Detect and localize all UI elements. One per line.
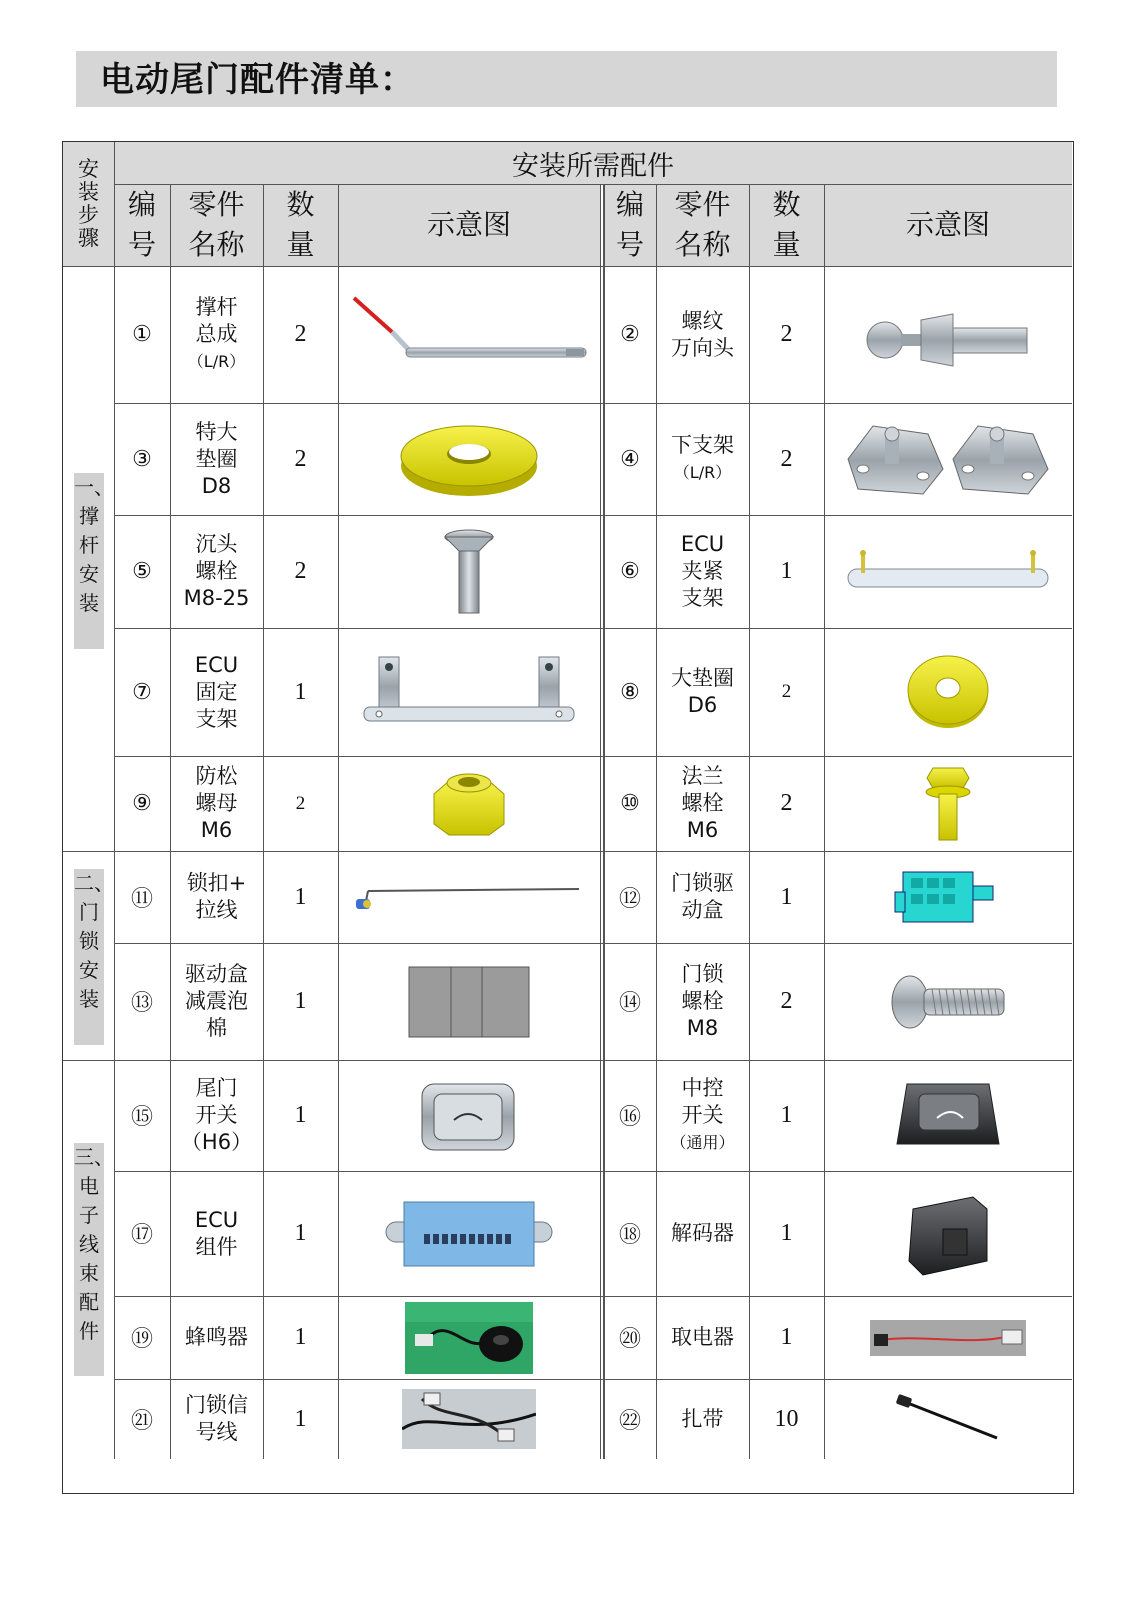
item-number: ⑤ xyxy=(132,559,152,584)
grid-line xyxy=(656,184,657,1459)
right-qty-header-line: 量 xyxy=(772,228,801,261)
latch-cable-image xyxy=(338,851,600,943)
item-number: ⑯ xyxy=(618,1105,641,1130)
right-qty-header-line: 数 xyxy=(772,188,801,221)
item-name xyxy=(656,943,749,1060)
item-name-line: 万向头 xyxy=(671,335,734,360)
item-name-line: 螺栓 xyxy=(681,791,724,815)
item-name-line: 防松 xyxy=(195,764,238,788)
item-quantity: 1 xyxy=(780,558,793,584)
parts-table xyxy=(62,141,1074,1494)
grid-line xyxy=(114,1379,1072,1380)
item-name-line: 解码器 xyxy=(671,1221,734,1245)
item-name xyxy=(656,266,749,403)
item-number: ⑰ xyxy=(130,1223,153,1248)
item-name-line: 拉线 xyxy=(195,898,238,922)
grid-line xyxy=(63,851,114,852)
right-no-header-line: 编 xyxy=(615,188,644,221)
flange-bolt-image xyxy=(824,756,1072,851)
lock-bolt-image xyxy=(824,943,1072,1060)
item-name-line: M8-25 xyxy=(183,586,250,610)
center-switch-image xyxy=(824,1060,1072,1171)
grid-line xyxy=(114,184,1072,185)
right-name-header xyxy=(656,184,749,266)
item-name xyxy=(656,1379,749,1459)
item-quantity: 10 xyxy=(774,1405,799,1432)
item-quantity: 1 xyxy=(294,678,307,705)
grid-line xyxy=(114,943,1072,944)
item-name-line: 门锁 xyxy=(681,962,724,986)
item-number: ⑫ xyxy=(618,886,641,912)
item-number: ② xyxy=(620,322,640,347)
item-name xyxy=(656,1171,749,1296)
right-name-header-line: 名称 xyxy=(674,228,731,261)
lock-signal-wire-image xyxy=(338,1379,600,1459)
foam-pad-image xyxy=(338,943,600,1060)
left-image-header-text: 示意图 xyxy=(426,208,511,241)
grid-line xyxy=(263,184,264,1459)
fuse-tap-image xyxy=(824,1296,1072,1379)
item-name xyxy=(170,851,263,943)
grid-line xyxy=(824,184,825,1459)
left-name-header-line: 零件 xyxy=(188,188,245,221)
item-number: ⑨ xyxy=(132,791,152,816)
buzzer-image xyxy=(338,1296,600,1379)
item-name-line: M6 xyxy=(686,818,719,842)
left-qty-header-line: 量 xyxy=(286,228,315,261)
left-image-header xyxy=(338,184,600,266)
step-header xyxy=(63,142,114,266)
item-name-line: 动盒 xyxy=(681,898,724,922)
grid-line xyxy=(63,1060,114,1061)
item-name-line: 尾门 xyxy=(195,1076,238,1100)
right-no-header-line: 号 xyxy=(615,228,644,261)
item-name xyxy=(656,628,749,756)
cable-tie-image xyxy=(824,1379,1072,1459)
left-no-header-line: 号 xyxy=(127,228,156,261)
item-quantity: 2 xyxy=(780,445,793,472)
item-quantity: 1 xyxy=(294,1324,307,1350)
item-quantity: 2 xyxy=(294,558,307,584)
item-name-line: 组件 xyxy=(195,1234,238,1259)
item-name-line: ECU xyxy=(680,532,725,556)
item-name xyxy=(170,628,263,756)
item-quantity: 2 xyxy=(780,988,793,1014)
grid-line xyxy=(170,184,171,1459)
item-name-line: 下支架 xyxy=(671,433,734,457)
item-name-line: 棉 xyxy=(206,1016,227,1040)
right-name-header-line: 零件 xyxy=(674,188,731,221)
grid-line xyxy=(114,403,1072,404)
item-name-line: 法兰 xyxy=(681,764,724,788)
item-name-line: 总成 xyxy=(195,322,238,346)
item-name-line: ECU xyxy=(194,1207,239,1232)
item-name-line: 螺栓 xyxy=(681,989,724,1013)
item-name-line: 驱动盒 xyxy=(185,962,248,986)
item-name-line: 门锁信 xyxy=(185,1393,248,1417)
item-name xyxy=(170,1060,263,1171)
ball-joint-image xyxy=(824,266,1072,403)
grid-line xyxy=(114,515,1072,516)
grid-line xyxy=(114,142,115,1459)
item-number: ⑱ xyxy=(618,1223,641,1248)
item-name-line: 取电器 xyxy=(671,1325,734,1349)
item-name-line: 号线 xyxy=(195,1420,238,1444)
item-name xyxy=(656,1296,749,1379)
item-name xyxy=(656,515,749,628)
countersunk-bolt-image xyxy=(338,515,600,628)
item-name-note: （通用） xyxy=(670,1133,735,1152)
decoder-image xyxy=(824,1171,1072,1296)
item-name-line: 撑杆 xyxy=(195,295,238,319)
grid-line xyxy=(604,184,605,1459)
item-number: ⑩ xyxy=(620,791,640,816)
item-name xyxy=(656,851,749,943)
item-name-line: 螺栓 xyxy=(195,559,238,583)
item-quantity: 2 xyxy=(295,792,306,814)
item-number: ⑲ xyxy=(130,1327,153,1352)
item-quantity: 1 xyxy=(780,883,793,910)
item-quantity: 1 xyxy=(294,1220,307,1246)
item-name-line: M6 xyxy=(200,818,233,842)
item-name xyxy=(656,756,749,851)
item-name xyxy=(170,403,263,515)
item-number: ⑧ xyxy=(620,679,640,705)
item-number: ⑳ xyxy=(618,1327,641,1352)
item-number: ⑥ xyxy=(620,559,640,584)
item-number: ⑭ xyxy=(618,991,641,1016)
item-name-line: 固定 xyxy=(195,679,238,704)
main-header-label: 安装所需配件 xyxy=(512,150,674,182)
item-number: ⑪ xyxy=(130,886,153,912)
main-header xyxy=(114,142,1072,184)
lock-drive-box-image xyxy=(824,851,1072,943)
left-name-header-line: 名称 xyxy=(188,228,245,261)
item-quantity: 1 xyxy=(294,988,307,1014)
item-name-line: （H6） xyxy=(180,1130,253,1154)
right-qty-header xyxy=(749,184,824,266)
item-quantity: 1 xyxy=(780,1220,793,1246)
item-number: ㉑ xyxy=(130,1408,153,1434)
item-quantity: 2 xyxy=(781,681,792,702)
item-number: ① xyxy=(132,322,152,347)
ecu-clamp-bracket-image xyxy=(824,515,1072,628)
item-name-line: 门锁驱 xyxy=(671,871,734,895)
washer-image xyxy=(338,403,600,515)
grid-line xyxy=(114,851,1072,852)
item-quantity: 1 xyxy=(294,1102,307,1128)
item-name-line: 锁扣+ xyxy=(186,871,247,895)
item-name-line: 蜂鸣器 xyxy=(185,1325,248,1349)
item-name-line: 特大 xyxy=(195,419,238,444)
item-name-note: （L/R） xyxy=(187,352,246,371)
right-image-header-text: 示意图 xyxy=(905,208,990,241)
lower-bracket-image xyxy=(824,403,1072,515)
right-image-header xyxy=(824,184,1072,266)
item-number: ㉒ xyxy=(618,1408,641,1434)
item-name-line: 减震泡 xyxy=(185,989,248,1013)
item-name xyxy=(170,515,263,628)
ecu-fixing-bracket-image xyxy=(338,628,600,756)
item-number: ③ xyxy=(132,446,152,472)
item-name xyxy=(656,1060,749,1171)
item-name-line: 开关 xyxy=(195,1103,238,1127)
grid-line xyxy=(114,1060,1072,1061)
lock-nut-image xyxy=(338,756,600,851)
right-no-header xyxy=(604,184,656,266)
grid-line xyxy=(114,1171,1072,1172)
item-name xyxy=(170,1296,263,1379)
item-quantity: 1 xyxy=(294,1405,307,1432)
page-title: 电动尾门配件清单： xyxy=(100,60,415,100)
item-name-line: 沉头 xyxy=(195,532,238,556)
item-name xyxy=(656,403,749,515)
item-name-line: 中控 xyxy=(681,1076,724,1100)
item-number: ⑮ xyxy=(130,1105,153,1130)
item-number: ⑦ xyxy=(132,679,152,705)
item-name-line: 夹紧 xyxy=(681,559,724,583)
item-name xyxy=(170,1171,263,1296)
left-no-header xyxy=(114,184,170,266)
item-name xyxy=(170,943,263,1060)
item-name-line: ECU xyxy=(194,652,239,677)
item-name-line: 支架 xyxy=(681,586,724,610)
grid-line xyxy=(114,628,1072,629)
tailgate-switch-image xyxy=(338,1060,600,1171)
grid-line xyxy=(338,184,339,1459)
grid-line xyxy=(63,266,1072,267)
item-name-line: 垫圈 xyxy=(195,446,238,471)
left-no-header-line: 编 xyxy=(127,188,156,221)
left-name-header xyxy=(170,184,263,266)
strut-image xyxy=(338,266,600,403)
left-qty-header xyxy=(263,184,338,266)
item-quantity: 1 xyxy=(780,1324,793,1350)
item-name-line: D6 xyxy=(687,693,718,717)
section-label-lock: 二、门锁安装 xyxy=(74,869,104,1045)
item-name-line: 开关 xyxy=(681,1103,724,1127)
item-name xyxy=(170,266,263,403)
grid-line xyxy=(600,184,601,1459)
item-name xyxy=(170,756,263,851)
step-header-label: 安装步骤 xyxy=(78,157,99,250)
item-quantity: 2 xyxy=(294,321,307,347)
left-qty-header-line: 数 xyxy=(286,188,315,221)
item-name-line: D8 xyxy=(201,473,232,498)
item-number: ⑬ xyxy=(130,991,153,1016)
item-name-line: 螺纹 xyxy=(681,308,724,333)
item-number: ④ xyxy=(620,446,640,472)
section-label-electronics: 三、电子线束配件 xyxy=(74,1143,104,1376)
item-name-line: M8 xyxy=(686,1016,719,1040)
large-washer-image xyxy=(824,628,1072,756)
grid-line xyxy=(114,1296,1072,1297)
item-name-line: 螺母 xyxy=(195,791,238,815)
item-quantity: 2 xyxy=(780,321,793,347)
ecu-module-image xyxy=(338,1171,600,1296)
item-quantity: 2 xyxy=(780,790,793,816)
item-name-note: （L/R） xyxy=(673,463,732,482)
item-name-line: 扎带 xyxy=(681,1406,724,1431)
item-quantity: 1 xyxy=(294,883,307,910)
item-name xyxy=(170,1379,263,1459)
item-name-line: 大垫圈 xyxy=(671,666,734,690)
item-quantity: 1 xyxy=(780,1102,793,1128)
grid-line xyxy=(114,756,1072,757)
section-label-strut: 一、撑杆安装 xyxy=(74,473,104,649)
grid-line xyxy=(749,184,750,1459)
item-name-line: 支架 xyxy=(195,706,238,731)
title-bar xyxy=(76,51,1057,107)
item-quantity: 2 xyxy=(294,445,307,472)
